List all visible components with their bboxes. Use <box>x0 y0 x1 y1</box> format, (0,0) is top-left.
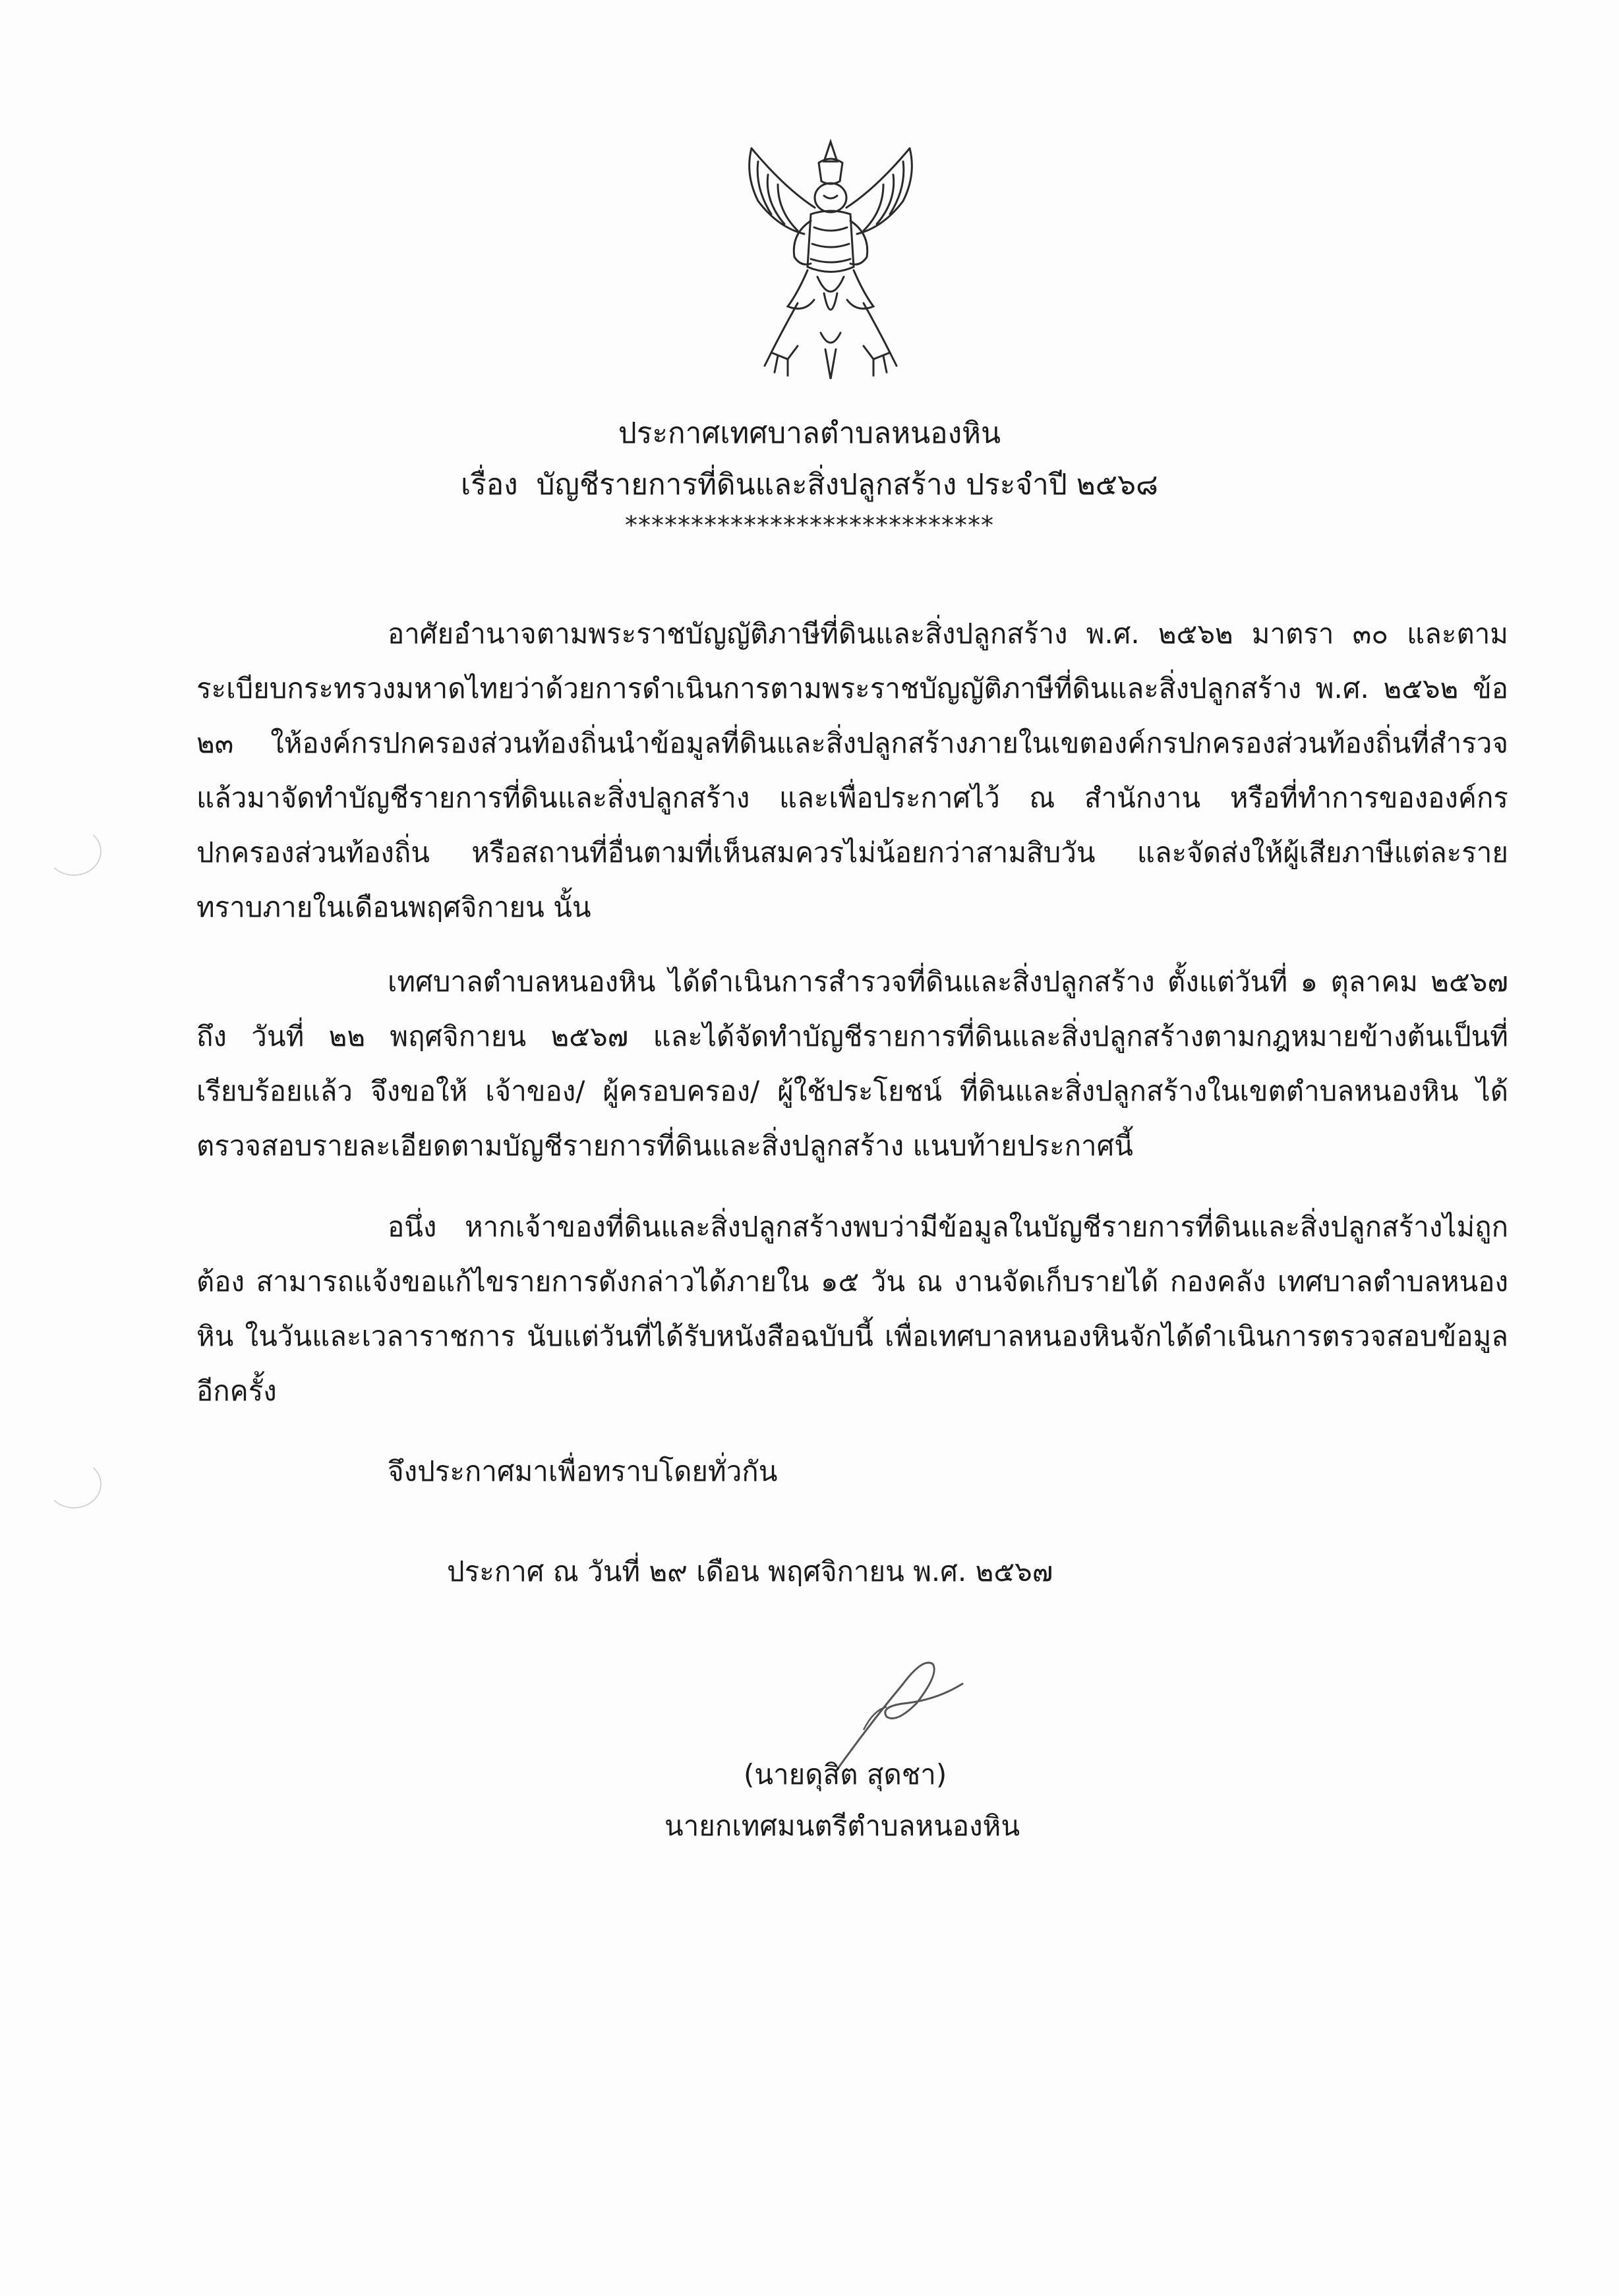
subject-text: บัญชีรายการที่ดินและสิ่งปลูกสร้าง ประจำปี ๒๕๖๘ <box>536 468 1158 502</box>
announcement-title: ประกาศเทศบาลตำบลหนองหิน <box>618 416 1001 450</box>
signatory-name: (นายดุสิต สุดชา) <box>744 1758 947 1791</box>
paragraph-correction: อนึ่ง หากเจ้าของที่ดินและสิ่งปลูกสร้างพบว่ามีข้อมูลในบัญชีรายการที่ดินและสิ่งปลูกสร้างไม่ถูกต้อง สามารถแจ้งขอแก้ไขรายการดังกล่าวได้ภายใน ๑๕ วัน ณ งานจัดเก็บรายได้ กองคลัง เทศบาลตำบลหนองหิน ในวันและเวลาราชการ นับแต่วันที่ได้รับหนังสือฉบับนี้ เพื่อเทศบาลหนองหินจักได้ดำเนินการตรวจสอบข้อมูลอีกครั้ง <box>196 1211 1508 1407</box>
subject-label: เรื่อง <box>461 468 518 502</box>
signatory-position: นายกเทศมนตรีตำบลหนองหิน <box>664 1810 1020 1842</box>
garuda-emblem-icon <box>732 135 929 386</box>
closing-line: จึงประกาศมาเพื่อทราบโดยทั่วกัน <box>388 1455 778 1487</box>
paragraph-survey: เทศบาลตำบลหนองหิน ได้ดำเนินการสำรวจที่ดินและสิ่งปลูกสร้าง ตั้งแต่วันที่ ๑ ตุลาคม ๒๕๖๗ ถึง วันที่ ๒๒ พฤศจิกายน ๒๕๖๗ และได้จัดทำบัญชีรายการที่ดินและสิ่งปลูกสร้างตามกฎหมายข้างต้นเป็นที่เรียบร้อยแล้ว จึงขอให้ เจ้าของ/ ผู้ครอบครอง/ ผู้ใช้ประโยชน์ ที่ดินและสิ่งปลูกสร้างในเขตตำบลหนองหิน ได้ตรวจสอบรายละเอียดตามบัญชีรายการที่ดินและสิ่งปลูกสร้าง แนบท้ายประกาศนี้ <box>196 965 1508 1162</box>
announcement-date: ประกาศ ณ วันที่ ๒๙ เดือน พฤศจิกายน พ.ศ. ๒๕๖๗ <box>447 1555 1053 1588</box>
punch-hole-mark <box>46 827 102 876</box>
punch-hole-mark <box>46 1460 102 1508</box>
announcement-subject <box>0 461 1619 507</box>
paragraph-authority: อาศัยอำนาจตามพระราชบัญญัติภาษีที่ดินและสิ่งปลูกสร้าง พ.ศ. ๒๕๖๒ มาตรา ๓๐ และตามระเบียบกระทรวงมหาดไทยว่าด้วยการดำเนินการตามพระราชบัญญัติภาษีที่ดินและสิ่งปลูกสร้าง พ.ศ. ๒๕๖๒ ข้อ ๒๓ ให้องค์กรปกครองส่วนท้องถิ่นนำข้อมูลที่ดินและสิ่งปลูกสร้างภายในเขตองค์กรปกครองส่วนท้องถิ่นที่สำรวจแล้วมาจัดทำบัญชีรายการที่ดินและสิ่งปลูกสร้าง และเพื่อประกาศไว้ ณ สำนักงาน หรือที่ทำการขององค์กรปกครองส่วนท้องถิ่น หรือสถานที่อื่นตามที่เห็นสมควรไม่น้อยกว่าสามสิบวัน และจัดส่งให้ผู้เสียภาษีแต่ละรายทราบภายในเดือนพฤศจิกายน นั้น <box>196 617 1508 923</box>
title-separator: **************************** <box>625 511 994 540</box>
